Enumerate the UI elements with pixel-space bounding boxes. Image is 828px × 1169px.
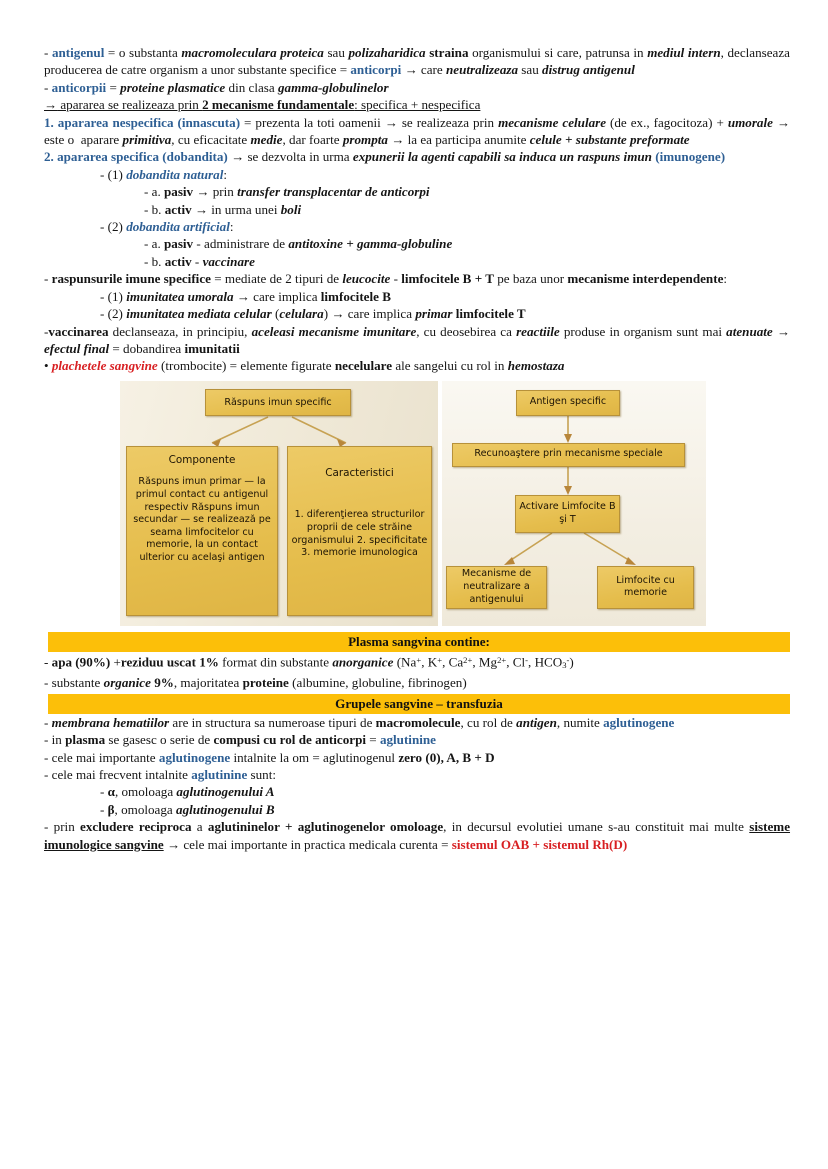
text-line-imunitate-celulara: - (2) imunitatea mediata celular (celulara) → care implica primar limfocitele T [100, 306, 526, 322]
text-line-vaccinarea: -vaccinarea declanseaza, in principiu, aceleasi mecanisme imunitare, cu deosebirea ca reactiile produse in organism sunt mai atenuate → efectul final = dobandirea imunitatii [44, 323, 790, 356]
text-line-antigen: - antigenul = o substanta macromoleculara proteica sau polizaharidica straina organismului si care, patrunsa in mediul intern, declanseaza producerea de catre organism a unor substante specifice = anticorpi → care neutralizeaza sau distrug antigenul [44, 45, 790, 78]
text-line-apa-reziduu: - apa (90%) +reziduu uscat 1% format din substante anorganice (Na+, K+, $Ca^{2+}$, $Mg^{2+}$, Cl-, $HCO_3^-$) [44, 653, 574, 670]
text-line-aparare-mecanisme: → apararea se realizeaza prin 2 mecanisme fundamentale: specifica + nespecifica [44, 97, 481, 113]
diagram-panel-right [442, 381, 706, 626]
term-dobandita-natural: dobandita natural [126, 166, 224, 182]
text-line-membrana-hematiilor: - membrana hematiilor are in structura sa numeroase tipuri de macromolecule, cu rol de antigen, numite aglutinogene [44, 714, 675, 730]
box-caracteristici [287, 446, 432, 616]
box-heading: Caracteristici [325, 466, 394, 479]
term-aglutinine: aglutinine [379, 732, 436, 748]
bullet-dash: - [44, 45, 52, 60]
grupe-section [48, 694, 790, 714]
text-line-plasma-aglutinine: - in plasma se gasesc o serie de compusi cu rol de anticorpi = aglutinine [44, 732, 436, 748]
box-heading: Componente [168, 453, 236, 466]
text-line-beta: - β, omoloaga aglutinogenului B [100, 801, 275, 817]
immune-response-diagram [120, 381, 706, 626]
text-line-activ-boli: - b. activ → in urma unei boli [144, 201, 302, 217]
text-line-pasiv-transplacentar: - a. pasiv → prin transfer transplacentar de anticorpi [144, 184, 430, 200]
box-label: Antigen specific [529, 396, 607, 408]
text-line-activ-vaccinare: - b. activ - vaccinare [144, 253, 255, 269]
box-body: 1. diferenţierea structurilor proprii de cele străine organismului 2. specificitate 3. memorie imunologica [291, 509, 428, 559]
term-sistemul-oab: sistemul OAB + sistemul Rh(D) [451, 836, 628, 852]
plasma-section [48, 632, 790, 652]
text-line-dobandita-artificial: - (2) dobandita artificial: [100, 219, 234, 235]
text-line-excludere-reciproca: - prin excludere reciproca a aglutininelor + aglutinogenelor omoloage, in decursul evolutiei umane s-au constituit mai multe sisteme imunologice sangvine → cele mai importante in practica medicala curenta = sistemul OAB + sistemul Rh(D) [44, 819, 791, 852]
text-line-aglutinine-frecvente: - cele mai frecvent intalnite aglutinine sunt: [44, 766, 277, 782]
term-plachetele-sangvine: plachetele sangvine [51, 358, 158, 374]
banner-grupele-sangvine: Grupele sangvine – transfuzia [48, 694, 790, 714]
banner-plasma-sangvina: Plasma sangvina contine: [48, 632, 790, 652]
label-2-specifica: 2. apararea specifica (dobandita) [44, 149, 228, 165]
diagram-panel-left [120, 381, 438, 626]
text-line-pasiv-antitoxine: - a. pasiv - administrare de antitoxine + gamma-globuline [144, 236, 453, 252]
box-recunoastere [452, 443, 685, 467]
text-line-aglutinogene-importante: - cele mai importante aglutinogene intalnite la om = aglutinogenul zero (0), A, B + D [44, 749, 495, 765]
box-componente [126, 446, 278, 616]
text-line-raspunsuri-imune: - raspunsurile imune specifice = mediate de 2 tipuri de leucocite - limfocitele B + T pe baza unor mecanisme interdependente: [44, 271, 728, 287]
term-dobandita-artificial: dobandita artificial [126, 219, 230, 235]
box-label: Activare Limfocite B şi T [519, 501, 616, 525]
text-line-aparare-nespecifica: 1. apararea nespecifica (innascuta) = prezenta la toti oamenii → se realizeaza prin mecanisme celulare (de ex., fagocitoza) + umorale → este o aparare primitiva, cu eficacitate medie, dar foarte prompta → la ea participa anumite celule + substante preformate [44, 114, 791, 148]
box-antigen-specific [516, 390, 620, 416]
box-label: Recunoaştere prin mecanisme speciale [474, 448, 663, 460]
box-label: Mecanisme de neutralizare a antigenului [461, 568, 532, 605]
term-antigenul: antigenul [51, 45, 105, 60]
term-aglutinogene: aglutinogene [603, 714, 675, 730]
box-label: Limfocite cu memorie [616, 574, 675, 599]
box-mecanisme-neutralizare [446, 566, 547, 609]
text-line-anticorpii: - anticorpii = proteine plasmatice din clasa gamma-globulinelor [44, 79, 389, 95]
box-activare [515, 495, 620, 533]
box-raspuns-imun-specific [205, 389, 351, 416]
text-line-aparare-specifica: 2. apararea specifica (dobandita) → se dezvolta in urma expunerii la agenti capabili sa induca un raspuns imun (imunogene) [44, 149, 726, 165]
text-line-dobandita-natural: - (1) dobandita natural: [100, 166, 227, 182]
text-line-plachete: • plachetele sangvine (trombocite) = elemente figurate necelulare ale sangelui cu rol in hemostaza [44, 358, 565, 374]
text-line-alfa: - α, omoloaga aglutinogenului A [100, 784, 275, 800]
term-anticorpii: anticorpii [51, 79, 107, 95]
box-limfocite-memorie [597, 566, 694, 609]
term-anticorpi: anticorpi [350, 62, 402, 78]
label-1-nespecifica: 1. apararea nespecifica (innascuta) [44, 114, 241, 130]
box-label: Răspuns imun specific [224, 396, 332, 408]
box-body: Răspuns imun primar — la primul contact cu antigenul respectiv Răspuns imun secundar — se realizează pe seama limfocitelor cu memorie, la un contact ulterior cu acelaşi antigen [133, 476, 271, 563]
text-line-imunitate-umorala: - (1) imunitatea umorala → care implica limfocitele B [100, 288, 391, 304]
text-line-substante-organice: - substante organice 9%, majoritatea proteine (albumine, globuline, fibrinogen) [44, 675, 467, 691]
